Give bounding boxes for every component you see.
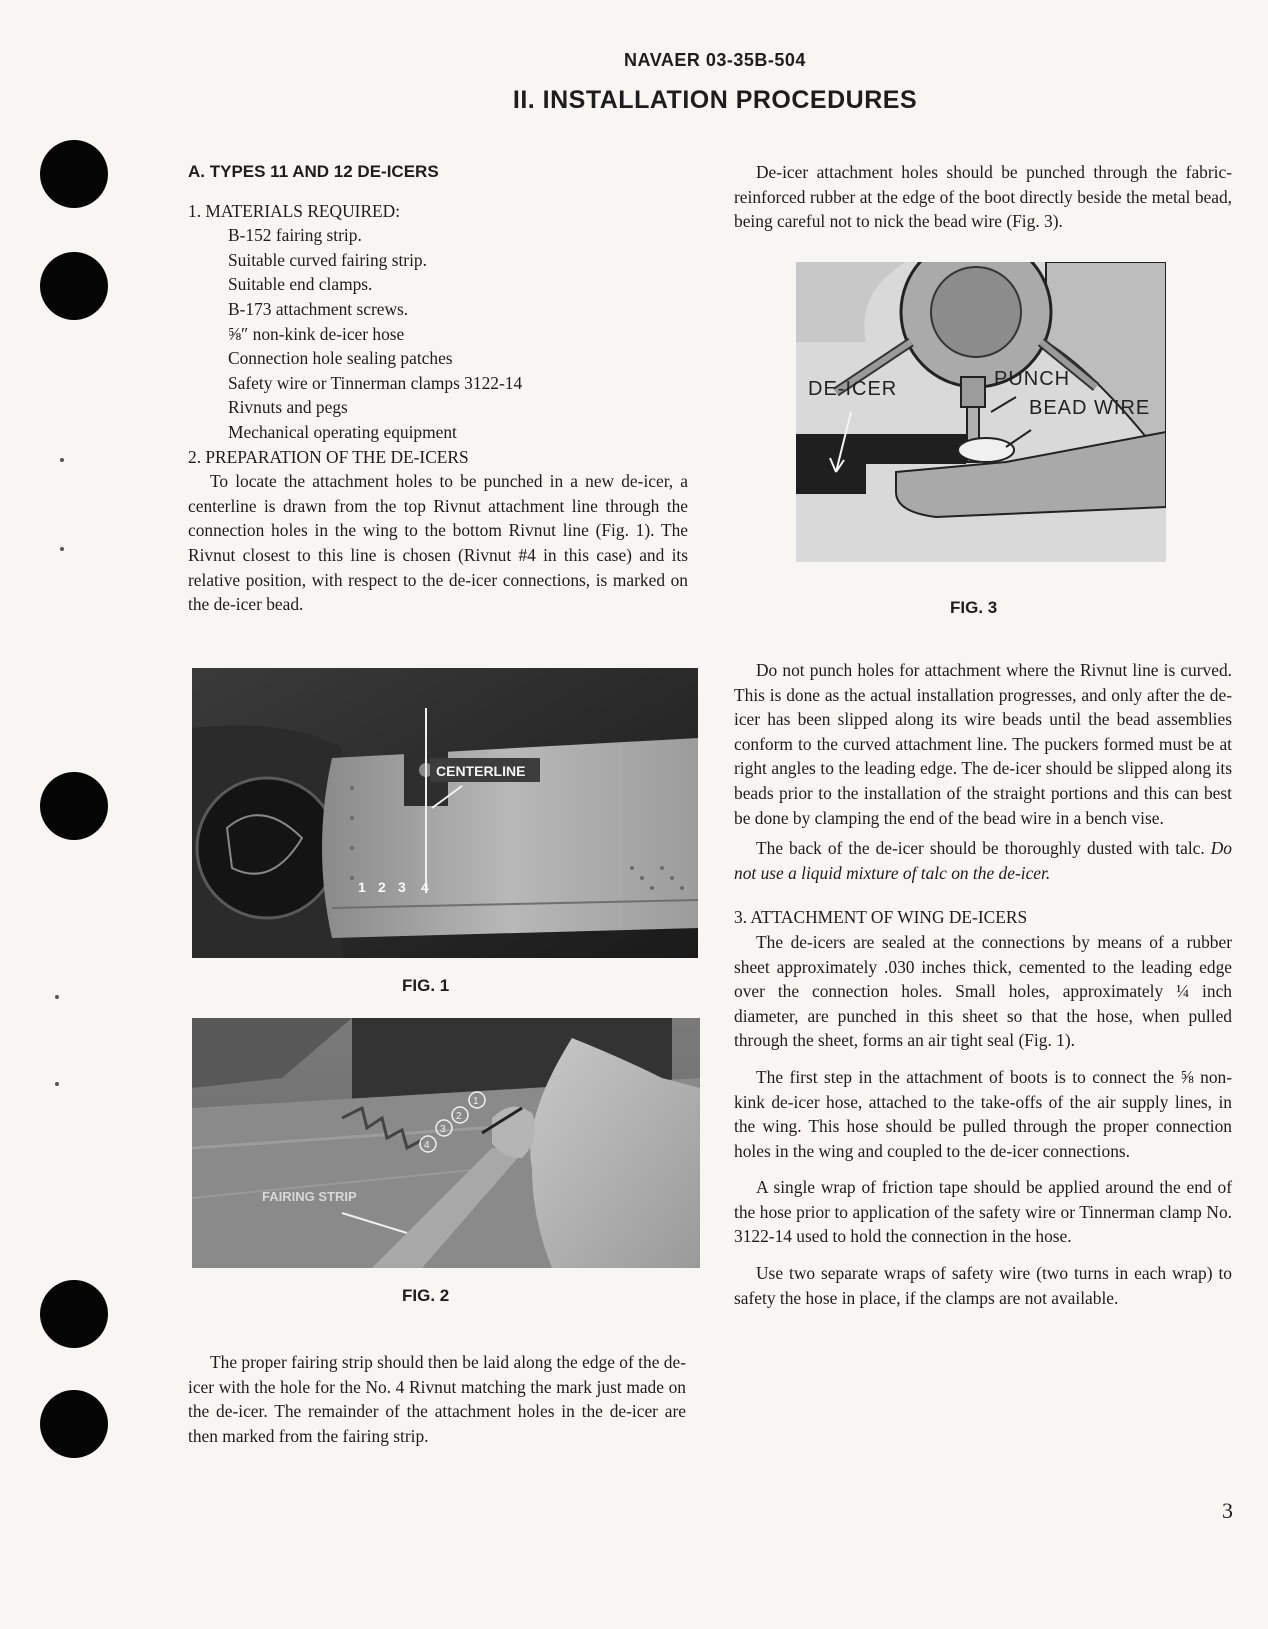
friction-paragraph: A single wrap of friction tape should be applied around the end of the hose prior to application of the safety wire or Tinnerman clamp No. 3122-14 used to hold the connection in the hose.: [734, 1177, 1232, 1247]
first-step-paragraph: The first step in the attachment of boots is to connect the ⅝ non-kink de-icer hose, attached to the take-offs of the air supply lines, in the wing. This hose should be pulled through the proper connection holes in the wing and coupled to the de-icer connections.: [734, 1066, 1232, 1161]
curved-paragraph: Do not punch holes for attachment where the Rivnut line is curved. This is done as the actual installation progresses, and only after the de-icer has been slipped along its wire beads until the bead assemblies conform to the curved attachment line. The puckers formed must be at right angles to the leading edge. The de-icer should be slipped along its beads prior to the installation of the straight portions and this can best be done by clamping the end of the bead wire in a bench vise.: [734, 660, 1232, 828]
figure-2-photo: [192, 1018, 700, 1268]
list-item: B-152 fairing strip.: [228, 225, 362, 246]
centerline-label: CENTERLINE: [436, 763, 526, 779]
rivnut-number: 4: [421, 879, 429, 895]
margin-dot: [55, 1082, 59, 1086]
prep-paragraph: To locate the attachment holes to be punched in a new de-icer, a centerline is drawn from the top Rivnut attachment line through the connection holes in the wing to the bottom Rivnut line (Fig. 1). The Rivnut closest to this line is chosen (Rivnut #4 in this case) and its relative position, with respect to the de-icer connections, is marked on the de-icer bead.: [188, 471, 688, 615]
attach-heading: 3. ATTACHMENT OF WING DE-ICERS: [734, 907, 1028, 928]
margin-dot: [60, 547, 64, 551]
binder-hole-5: [40, 1390, 108, 1458]
right-column-top: [734, 160, 1232, 234]
fairing-strip-label: FAIRING STRIP: [262, 1189, 357, 1204]
talc-text: The back of the de-icer should be thoroughly dusted with talc.: [756, 838, 1205, 859]
rivnut-number: 1: [358, 879, 366, 895]
list-item: B-173 attachment screws.: [228, 298, 409, 319]
list-item: Connection hole sealing patches: [228, 348, 453, 369]
binder-hole-3: [40, 772, 108, 840]
margin-dot: [55, 995, 59, 999]
right-column-main: [734, 658, 1232, 1310]
page-title: II. INSTALLATION PROCEDURES: [512, 86, 918, 114]
binder-hole-1: [40, 140, 108, 208]
figure-1-photo: [192, 668, 698, 958]
safety-paragraph: Use two separate wraps of safety wire (two turns in each wrap) to safety the hose in place, if the clamps are not available.: [734, 1263, 1232, 1308]
fig2-number: 4: [424, 1140, 430, 1151]
list-item: Suitable curved fairing strip.: [228, 249, 427, 270]
margin-dot: [60, 458, 64, 462]
page-number: 3: [1222, 1498, 1233, 1523]
fig2-number: 1: [473, 1096, 479, 1107]
fairing-paragraph: The proper fairing strip should then be laid along the edge of the de-icer with the hole for the No. 4 Rivnut matching the mark just made on the de-icer. The remainder of the attachment holes in the de-icer are then marked from the fairing strip.: [188, 1352, 686, 1446]
binder-hole-4: [40, 1280, 108, 1348]
fig2-number: 3: [440, 1124, 446, 1135]
list-item: Mechanical operating equipment: [228, 421, 457, 442]
figure-3-diagram: [796, 262, 1166, 562]
talc-warning: Do not use a liquid mixture of talc on the de-icer.: [734, 838, 1232, 883]
figure-1-caption: FIG. 1: [402, 976, 450, 995]
left-column-top: [188, 160, 688, 617]
rivnut-number: 2: [378, 879, 386, 895]
sealed-paragraph: The de-icers are sealed at the connections by means of a rubber sheet approximately .030 inches thick, cemented to the leading edge over the connection holes. Small holes, approximately ¼ inch diameter, are punched in this sheet so that the hose, when pulled through the sheet, forms an air tight seal (Fig. 1).: [734, 931, 1232, 1051]
materials-list: [188, 223, 688, 444]
binder-hole-2: [40, 252, 108, 320]
list-item: Rivnuts and pegs: [228, 397, 348, 418]
bead-wire-label: BEAD WIRE: [1029, 397, 1151, 419]
deicer-label: DE-ICER: [808, 378, 898, 400]
document-id: NAVAER 03-35B-504: [624, 50, 806, 70]
figure-3-caption: FIG. 3: [950, 598, 998, 617]
punch-label: PUNCH: [994, 368, 1071, 390]
list-item: ⅝″ non-kink de-icer hose: [228, 323, 405, 344]
list-item: Safety wire or Tinnerman clamps 3122-14: [228, 372, 523, 393]
materials-heading: 1. MATERIALS REQUIRED:: [188, 200, 401, 221]
left-column-bottom: [188, 1350, 686, 1448]
fig2-number: 2: [456, 1111, 462, 1122]
figure-2-caption: FIG. 2: [402, 1286, 450, 1305]
attach-holes-paragraph: De-icer attachment holes should be punched through the fabric-reinforced rubber at the edge of the boot directly beside the metal bead, being careful not to nick the bead wire (Fig. 3).: [734, 162, 1232, 232]
prep-heading: 2. PREPARATION OF THE DE-ICERS: [188, 446, 469, 467]
list-item: Suitable end clamps.: [228, 274, 373, 295]
talc-paragraph: [734, 836, 1232, 885]
rivnut-number: 3: [398, 879, 406, 895]
section-heading: A. TYPES 11 AND 12 DE-ICERS: [188, 162, 439, 181]
